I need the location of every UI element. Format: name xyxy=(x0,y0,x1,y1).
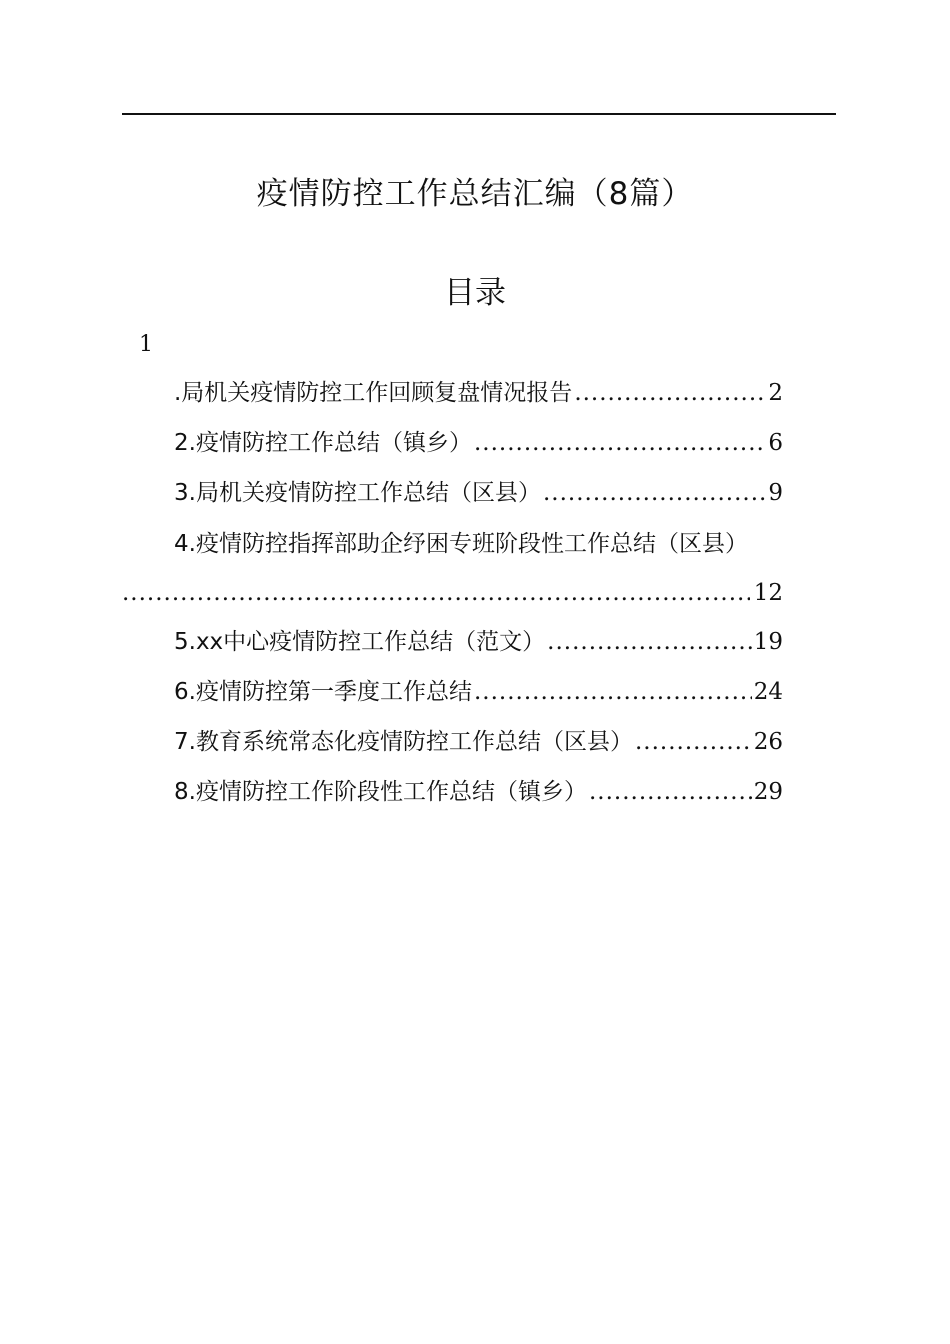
toc-entry-page: 6 xyxy=(768,430,783,456)
toc-entry-label: 8.疫情防控工作阶段性工作总结（镇乡） xyxy=(174,779,587,805)
toc-leader-dots xyxy=(474,426,766,460)
toc-entry-label: 4.疫情防控指挥部助企纾困专班阶段性工作总结（区县） xyxy=(174,531,748,557)
toc-leader-dots xyxy=(543,476,766,510)
toc-entry-8[interactable] xyxy=(174,775,783,809)
toc-leader-dots xyxy=(635,725,752,759)
toc-entry-label: 2.疫情防控工作总结（镇乡） xyxy=(174,430,472,456)
toc-entry-label: 3.局机关疫情防控工作总结（区县） xyxy=(174,480,541,506)
toc-entry-4[interactable] xyxy=(174,527,748,561)
toc-entry-page: 12 xyxy=(753,580,783,606)
toc-entry-label: 7.教育系统常态化疫情防控工作总结（区县） xyxy=(174,729,633,755)
toc-entry-label: 6.疫情防控第一季度工作总结 xyxy=(174,679,472,705)
document-title: 疫情防控工作总结汇编（8篇） xyxy=(256,176,694,212)
toc-leader-dots xyxy=(122,576,750,610)
toc-entry-1[interactable] xyxy=(174,376,783,410)
toc-leader-dots xyxy=(474,675,752,709)
toc-heading: 目录 xyxy=(444,275,506,311)
toc-leader-dots xyxy=(547,625,752,659)
toc-entry-page: 24 xyxy=(753,679,783,705)
header-rule xyxy=(122,113,836,115)
toc-entry-7[interactable] xyxy=(174,725,783,759)
toc-entry-2[interactable] xyxy=(174,426,783,460)
toc-entry-3[interactable] xyxy=(174,476,783,510)
toc-entry-5[interactable] xyxy=(174,625,783,659)
toc-entry-page: 9 xyxy=(768,480,783,506)
toc-entry-page: 26 xyxy=(753,729,783,755)
toc-entry-page: 2 xyxy=(768,380,783,406)
toc-entry-page: 29 xyxy=(753,779,783,805)
toc-entry-label: .局机关疫情防控工作回顾复盘情况报告 xyxy=(174,380,573,406)
toc-entry-4-continuation[interactable] xyxy=(122,576,783,610)
toc-entry-6[interactable] xyxy=(174,675,783,709)
stray-page-number: 1 xyxy=(139,332,153,357)
toc-entry-label: 5.xx中心疫情防控工作总结（范文） xyxy=(174,629,546,655)
toc-entry-page: 19 xyxy=(753,629,783,655)
toc-leader-dots xyxy=(574,376,766,410)
toc-leader-dots xyxy=(589,775,752,809)
